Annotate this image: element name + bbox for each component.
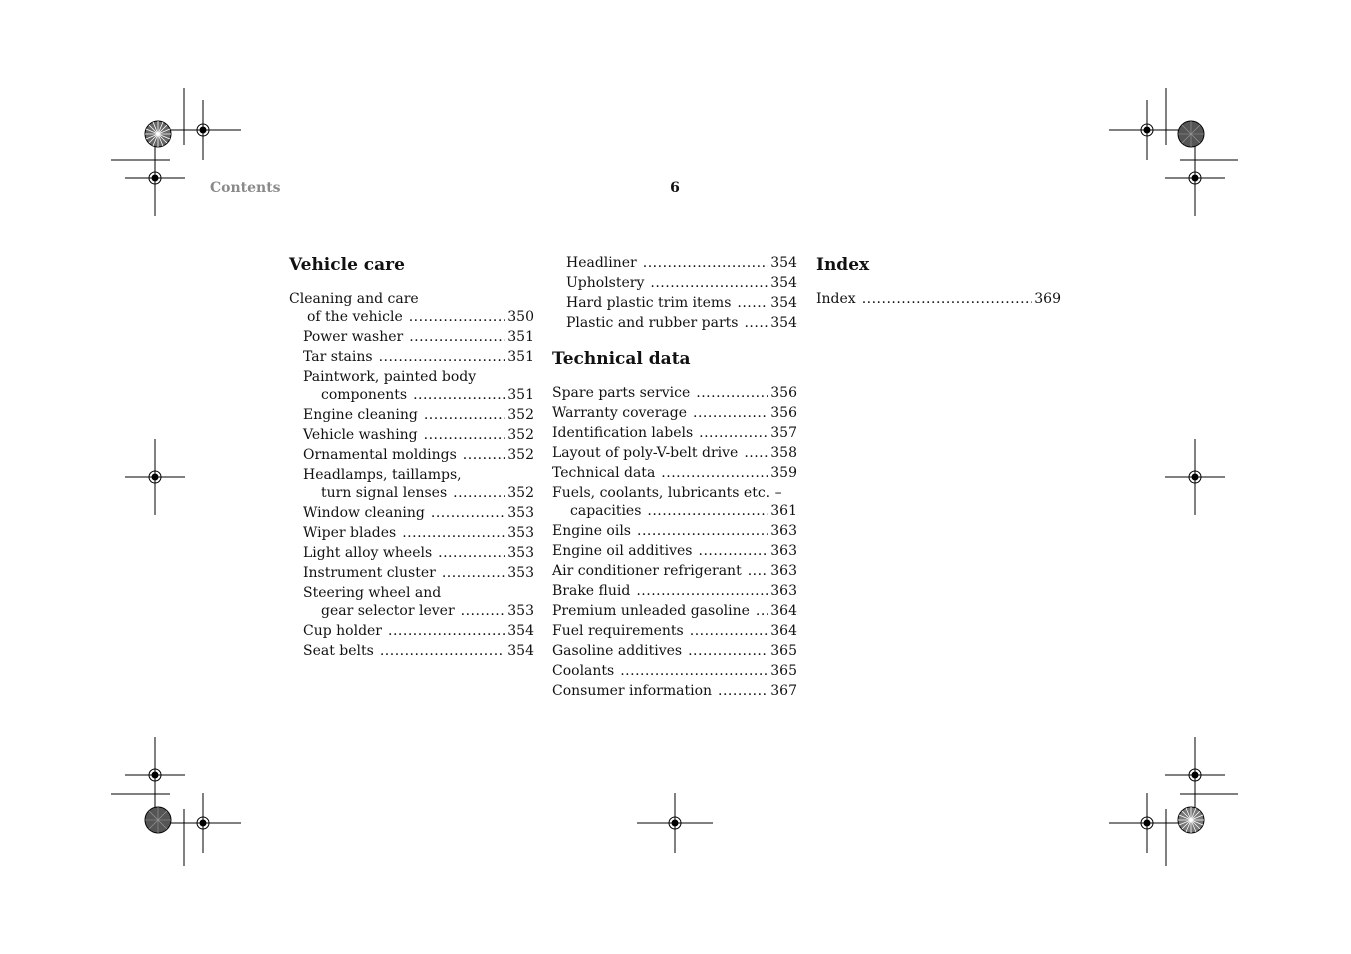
toc-entry[interactable] (289, 642, 534, 660)
toc-entry[interactable] (289, 584, 534, 620)
toc-entry-label: Headlamps, taillamps, (303, 467, 462, 483)
crosshair-icon (635, 783, 715, 863)
toc-entry-label: Engine oils (552, 523, 631, 539)
crosshair-icon (115, 138, 195, 218)
toc-page-number: 352 (507, 485, 534, 501)
toc-entry-label: Engine oil additives (552, 543, 693, 559)
toc-page-number: 351 (507, 329, 534, 345)
dot-leader (409, 328, 505, 346)
toc-page-number: 364 (770, 623, 797, 639)
toc-page-number: 358 (770, 445, 797, 461)
toc-entry[interactable] (552, 464, 797, 482)
toc-entry[interactable] (552, 642, 797, 660)
dot-leader (693, 404, 768, 422)
dot-leader (661, 464, 768, 482)
toc-entry-label: Wiper blades (303, 525, 397, 541)
toc-page-number: 354 (770, 295, 797, 311)
toc-entry[interactable] (552, 484, 797, 520)
toc-page-number: 363 (770, 523, 797, 539)
crosshair-icon (1155, 138, 1235, 218)
toc-page-number: 353 (507, 525, 534, 541)
toc-entry-label: Plastic and rubber parts (566, 315, 739, 331)
toc-page-number: 356 (770, 405, 797, 421)
toc-entry-label: Cleaning and care (289, 291, 419, 307)
dot-leader (388, 622, 505, 640)
toc-entry-label: Technical data (552, 465, 656, 481)
section-title-index: Index (816, 255, 870, 275)
toc-page-number: 353 (507, 565, 534, 581)
toc-entry[interactable] (289, 426, 534, 444)
toc-entry[interactable] (552, 682, 797, 700)
starburst-target-icon (144, 120, 172, 148)
toc-entry-label: turn signal lenses (321, 485, 448, 501)
technical-data-column (552, 254, 797, 702)
dot-leader (718, 682, 768, 700)
dot-leader (413, 386, 505, 404)
dot-leader (409, 308, 506, 326)
toc-page-number: 359 (770, 465, 797, 481)
toc-entry-label: Ornamental moldings (303, 447, 457, 463)
section-title-technical-data: Technical data (552, 349, 691, 369)
section-title-vehicle-care: Vehicle care (289, 255, 405, 275)
dot-leader (463, 446, 505, 464)
toc-page-number: 351 (507, 349, 534, 365)
toc-entry-label: Headliner (566, 255, 637, 271)
toc-entry[interactable] (552, 254, 797, 272)
dot-leader (643, 254, 769, 272)
toc-page-number: 365 (770, 663, 797, 679)
crosshair-icon (115, 437, 195, 517)
toc-entry[interactable] (552, 622, 797, 640)
toc-entry[interactable] (289, 406, 534, 424)
toc-entry-label: Upholstery (566, 275, 645, 291)
toc-entry-label: capacities (570, 503, 642, 519)
toc-entry[interactable] (552, 522, 797, 540)
toc-entry[interactable] (289, 466, 534, 502)
toc-page-number: 363 (770, 583, 797, 599)
toc-entry-label: Premium unleaded gasoline (552, 603, 750, 619)
toc-entry[interactable] (289, 544, 534, 562)
dot-leader (699, 424, 768, 442)
dot-leader (744, 444, 768, 462)
toc-entry[interactable] (552, 662, 797, 680)
toc-entry-label: Vehicle washing (303, 427, 418, 443)
starburst-target-icon (1177, 806, 1205, 834)
toc-entry-label: Index (816, 291, 856, 307)
dot-leader (620, 662, 768, 680)
toc-page-number: 369 (1034, 291, 1061, 307)
toc-page-number: 354 (770, 255, 797, 271)
dot-leader (688, 642, 768, 660)
dot-leader (424, 426, 506, 444)
toc-entry-label: Consumer information (552, 683, 713, 699)
toc-entry[interactable] (552, 404, 797, 422)
toc-entry[interactable] (552, 384, 797, 402)
toc-entry-label: Instrument cluster (303, 565, 436, 581)
toc-entry-label: Light alloy wheels (303, 545, 433, 561)
toc-page-number: 354 (507, 623, 534, 639)
crosshair-icon (163, 783, 243, 863)
toc-entry[interactable] (552, 542, 797, 560)
starburst-target-icon (144, 806, 172, 834)
toc-page-number: 361 (770, 503, 797, 519)
toc-page-number: 352 (507, 447, 534, 463)
crosshair-icon (1107, 783, 1187, 863)
toc-page-number: 352 (507, 407, 534, 423)
dot-leader (744, 314, 768, 332)
dot-leader (690, 622, 769, 640)
toc-page-number: 353 (507, 505, 534, 521)
toc-entry-label: components (321, 387, 408, 403)
dot-leader (442, 564, 505, 582)
toc-entry-label: Cup holder (303, 623, 383, 639)
toc-entry-label: Layout of poly-V-belt drive (552, 445, 739, 461)
toc-entry[interactable] (552, 562, 797, 580)
toc-list (552, 384, 797, 700)
dot-leader (637, 522, 768, 540)
toc-entry-label: Coolants (552, 663, 615, 679)
vehicle-care-column (289, 254, 534, 662)
dot-leader (402, 524, 505, 542)
toc-entry[interactable] (552, 444, 797, 462)
toc-entry[interactable] (289, 504, 534, 522)
dot-leader (431, 504, 505, 522)
toc-page-number: 354 (770, 275, 797, 291)
toc-entry[interactable] (816, 290, 1061, 308)
toc-page-number: 354 (770, 315, 797, 331)
toc-page-number: 353 (507, 545, 534, 561)
toc-entry-label: Gasoline additives (552, 643, 683, 659)
toc-entry-label: Fuels, coolants, lubricants etc. – (552, 485, 782, 501)
dot-leader (379, 348, 506, 366)
toc-entry[interactable] (552, 582, 797, 600)
toc-entry[interactable] (552, 424, 797, 442)
toc-page-number: 357 (770, 425, 797, 441)
toc-page-number: 352 (507, 427, 534, 443)
toc-entry-label: Air conditioner refrigerant (552, 563, 742, 579)
dot-leader (438, 544, 505, 562)
toc-page-number: 350 (507, 309, 534, 325)
toc-entry-label: Paintwork, painted body (303, 369, 477, 385)
toc-entry-label: Steering wheel and (303, 585, 442, 601)
dot-leader (756, 602, 768, 620)
dot-leader (424, 406, 505, 424)
toc-entry[interactable] (552, 602, 797, 620)
toc-entry[interactable] (552, 274, 797, 292)
toc-page-number: 351 (507, 387, 534, 403)
dot-leader (737, 294, 768, 312)
toc-entry-label: Seat belts (303, 643, 374, 659)
toc-entry[interactable] (289, 368, 534, 404)
toc-page-number: 356 (770, 385, 797, 401)
toc-entry-label: Hard plastic trim items (566, 295, 732, 311)
dot-leader (862, 290, 1033, 308)
dot-leader (650, 274, 768, 292)
toc-list (552, 254, 797, 332)
toc-entry-label: Power washer (303, 329, 404, 345)
toc-entry-label: Warranty coverage (552, 405, 688, 421)
toc-entry[interactable] (289, 564, 534, 582)
toc-entry-label: Spare parts service (552, 385, 691, 401)
crosshair-icon (1155, 437, 1235, 517)
toc-page-number: 365 (770, 643, 797, 659)
dot-leader (699, 542, 769, 560)
toc-page-number: 354 (507, 643, 534, 659)
toc-entry[interactable] (289, 290, 534, 326)
dot-leader (696, 384, 768, 402)
toc-list (289, 290, 534, 660)
starburst-target-icon (1177, 120, 1205, 148)
toc-entry[interactable] (289, 524, 534, 542)
page-number: 6 (670, 180, 680, 196)
toc-entry-label: Engine cleaning (303, 407, 418, 423)
toc-entry-label: of the vehicle (307, 309, 403, 325)
toc-entry-label: Tar stains (303, 349, 373, 365)
toc-entry[interactable] (289, 622, 534, 640)
toc-entry[interactable] (289, 328, 534, 346)
toc-page-number: 364 (770, 603, 797, 619)
dot-leader (748, 562, 769, 580)
toc-page-number: 363 (770, 543, 797, 559)
toc-entry-label: Brake fluid (552, 583, 631, 599)
toc-page-number: 353 (507, 603, 534, 619)
toc-entry-label: gear selector lever (321, 603, 455, 619)
toc-entry-label: Fuel requirements (552, 623, 684, 639)
toc-entry-label: Window cleaning (303, 505, 425, 521)
toc-entry[interactable] (552, 314, 797, 332)
toc-list (816, 290, 1061, 308)
dot-leader (461, 602, 506, 620)
dot-leader (636, 582, 768, 600)
index-column (816, 254, 1061, 310)
dot-leader (380, 642, 505, 660)
toc-entry[interactable] (289, 348, 534, 366)
toc-entry-label: Identification labels (552, 425, 694, 441)
toc-entry[interactable] (552, 294, 797, 312)
toc-page-number: 367 (770, 683, 797, 699)
toc-page-number: 363 (770, 563, 797, 579)
dot-leader (647, 502, 768, 520)
running-header: Contents (210, 180, 281, 196)
toc-entry[interactable] (289, 446, 534, 464)
dot-leader (453, 484, 505, 502)
